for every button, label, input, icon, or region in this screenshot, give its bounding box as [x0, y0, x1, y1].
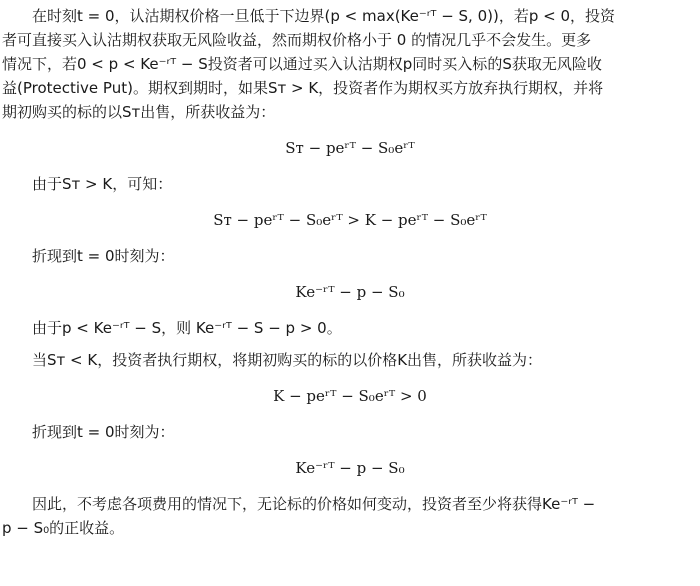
intro-line-4: 益(Protective Put)。期权到期时，如果Sᴛ > K，投资者作为期权买方放弃执行期权，并将 — [2, 79, 604, 97]
conclusion-line-2: p − S₀的正收益。 — [2, 519, 125, 537]
formula-discounted-2: Ke⁻ʳᵀ − p − S₀ — [295, 459, 405, 477]
formula-payoff-exercised: K − peʳᵀ − S₀eʳᵀ > 0 — [273, 387, 427, 405]
intro-line-2: 者可直接买入认沽期权获取无风险收益，然而期权价格小于 0 的情况几乎不会发生。更多 — [2, 31, 592, 49]
formula-discounted-1: Ke⁻ʳᵀ − p − S₀ — [295, 283, 405, 301]
paragraph-since-p-lt: 由于p < Ke⁻ʳᵀ − S，则 Ke⁻ʳᵀ − S − p > 0。 — [32, 319, 342, 337]
paragraph-discount-1: 折现到t = 0时刻为： — [32, 247, 175, 265]
formula-payoff-exercise-abandoned: Sᴛ − peʳᵀ − S₀eʳᵀ — [285, 139, 415, 157]
paragraph-intro — [2, 4, 698, 124]
formula-inequality: Sᴛ − peʳᵀ − S₀eʳᵀ > K − peʳᵀ − S₀eʳᵀ — [213, 211, 487, 229]
paragraph-discount-2: 折现到t = 0时刻为： — [32, 423, 175, 441]
intro-line-3: 情况下，若0 < p < Ke⁻ʳᵀ − S投资者可以通过买入认沽期权p同时买入标的S获取无风险收 — [2, 55, 602, 73]
paragraph-conclusion — [2, 492, 698, 540]
paragraph-since-st-gt-k: 由于Sᴛ > K，可知： — [32, 175, 173, 193]
intro-line-5: 期初购买的标的以Sᴛ出售，所获收益为： — [2, 103, 276, 121]
intro-line-1: 在时刻t = 0，认沽期权价格一旦低于下边界(p < max(Ke⁻ʳᵀ − S, 0))，若p < 0，投资 — [32, 7, 616, 25]
paragraph-when-st-lt-k: 当Sᴛ < K，投资者执行期权，将期初购买的标的以价格K出售，所获收益为： — [32, 351, 543, 369]
conclusion-line-1: 因此，不考虑各项费用的情况下，无论标的价格如何变动，投资者至少将获得Ke⁻ʳᵀ − — [32, 495, 596, 513]
